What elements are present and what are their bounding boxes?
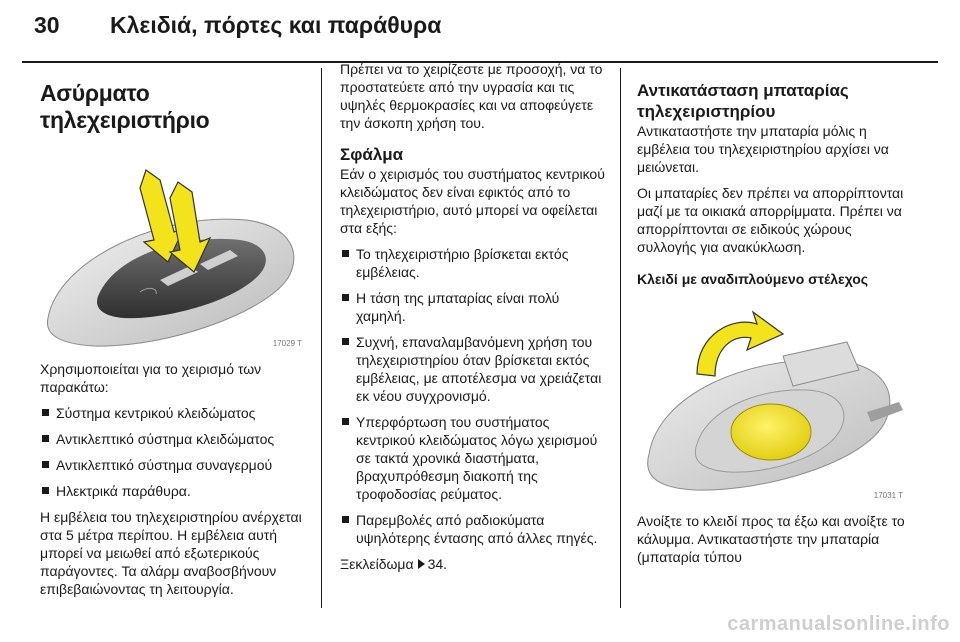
remote-key-illustration	[40, 142, 306, 350]
list-item: Αντικλεπτικό σύστημα κλειδώματος	[40, 430, 306, 448]
list-item: Αντικλεπτικό σύστημα συναγερμού	[40, 456, 306, 474]
uses-intro: Χρησιμοποιείται για το χειρισμό των παρακάτω:	[40, 361, 262, 395]
list-item: Η τάση της μπαταρίας είναι πολύ χαμηλή.	[340, 289, 606, 325]
range-paragraph: Η εμβέλεια του τηλεχειριστηρίου ανέρχεται στα 5 μέτρα περίπου. Η εμβέλεια αυτή μπορεί να μειωθεί από εξωτερικούς παράγοντες. Τα αλάρμ αναβοσβήνουν επιβεβαιώνοντας τη λειτουργία.	[40, 509, 302, 597]
uses-list	[40, 404, 306, 500]
chapter-title: Κλειδιά, πόρτες και παράθυρα	[110, 12, 442, 38]
column-divider	[620, 68, 621, 608]
page-reference-icon	[418, 559, 425, 569]
section-title-remote: Ασύρματο τηλεχειριστήριο	[40, 80, 210, 133]
battery-title: Αντικατάσταση μπαταρίας τηλεχειριστηρίου	[637, 81, 849, 121]
care-paragraph: Πρέπει να το χειρίζεστε με προσοχή, να το προστατεύετε από την υγρασία και τις υψηλές θερμοκρασίες και να αποφεύγετε την άσκοπη χρήση του.	[340, 61, 603, 131]
list-item: Συχνή, επαναλαμβανόμενη χρήση του τηλεχειριστηρίου όταν βρίσκεται εκτός εμβέλειας, με αποτέλεσμα να χρειάζεται εκ νέου συγχρονισμό.	[340, 333, 606, 405]
list-item: Το τηλεχειριστήριο βρίσκεται εκτός εμβέλειας.	[340, 245, 606, 281]
page-number: 30	[34, 12, 60, 38]
battery-paragraph-2: Οι μπαταρίες δεν πρέπει να απορρίπτονται μαζί με τα οικιακά απορρίμματα. Πρέπει να απορρίπτονται σε ειδικούς χώρους συλλογής για ανακύκλωση.	[637, 185, 904, 255]
page-header	[0, 0, 960, 52]
column-1	[40, 66, 306, 606]
watermark: carmanualsonline.info	[727, 613, 950, 635]
list-item: Σύστημα κεντρικού κλειδώματος	[40, 404, 306, 422]
folding-key-title: Κλειδί με αναδιπλούμενο στέλεχος	[637, 271, 869, 287]
cross-reference-label: Ξεκλείδωμα	[340, 556, 414, 572]
battery-paragraph-1: Αντικαταστήστε την μπαταρία μόλις η εμβέλεια του τηλεχειριστηρίου αρχίσει να μειώνεται.	[637, 123, 889, 175]
figure-code: 17031 T	[873, 491, 903, 500]
fault-intro: Εάν ο χειρισμός του συστήματος κεντρικού κλειδώματος δεν είναι εφικτός από το τηλεχειριστήριο, αυτό μπορεί να οφείλεται στα εξής:	[340, 166, 605, 236]
list-item: Ηλεκτρικά παράθυρα.	[40, 482, 306, 500]
open-key-paragraph: Ανοίξτε το κλειδί προς τα έξω και ανοίξτε το κάλυμμα. Αντικαταστήστε την μπαταρία (μπαταρία τύπου	[637, 513, 905, 565]
list-item: Υπερφόρτωση του συστήματος κεντρικού κλειδώματος λόγω χειρισμού σε τακτά χρονικά διαστήματα, βραχυπρόθεσμη διακοπή της τροφοδοσίας ρεύματος.	[340, 413, 606, 503]
list-item: Παρεμβολές από ραδιοκύματα υψηλότερης έντασης από άλλες πηγές.	[340, 511, 606, 547]
cross-reference-page: 34.	[427, 556, 448, 572]
figure-code: 17029 T	[272, 339, 302, 348]
causes-list	[340, 245, 606, 547]
open-key-illustration	[637, 294, 907, 502]
remote-figure	[40, 142, 306, 350]
column-2	[340, 61, 606, 581]
fault-title: Σφάλμα	[340, 145, 404, 164]
column-divider	[321, 68, 322, 608]
cross-reference[interactable]	[340, 555, 606, 573]
column-3	[637, 66, 907, 574]
battery-figure	[637, 294, 907, 502]
